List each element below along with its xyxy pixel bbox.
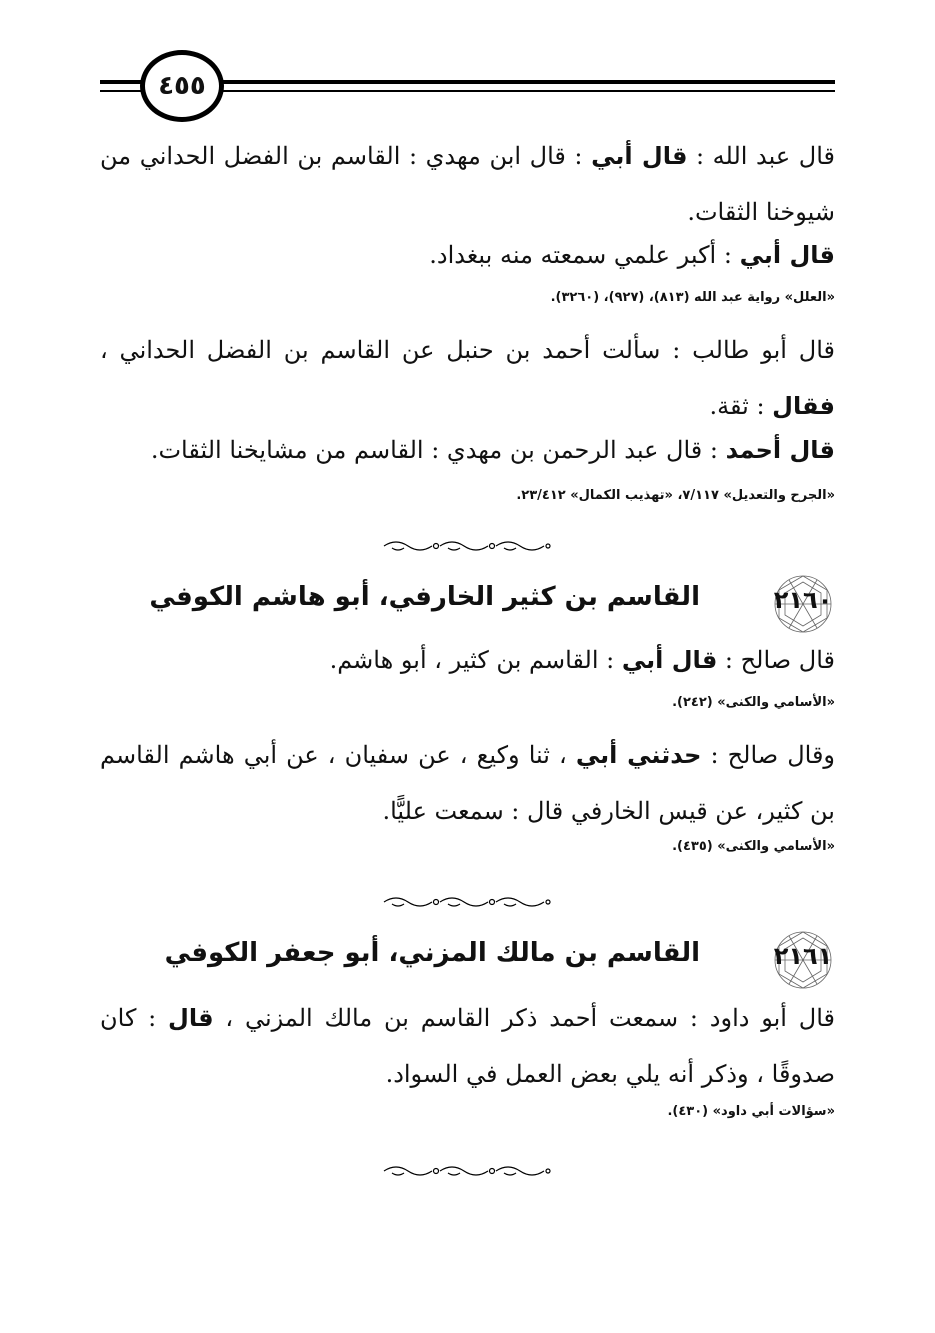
paragraph-1 <box>100 128 835 240</box>
text: : أكبر علمي سمعته منه ببغداد. <box>429 241 740 269</box>
paragraph-4 <box>100 436 835 464</box>
entry-heading <box>100 928 835 992</box>
text: : القاسم بن كثير ، أبو هاشم. <box>329 646 622 674</box>
entry-number: ٢١٦٠ <box>773 586 833 614</box>
text: قال عبد الله : <box>687 142 835 170</box>
text: : قال ابن مهدي : القاسم بن الفضل الحداني من شيوخنا الثقات. <box>100 142 835 226</box>
bold-text: قال أحمد <box>725 436 835 464</box>
text: قال صالح : <box>717 646 835 674</box>
text: : قال عبد الرحمن بن مهدي : القاسم من مشايخنا الثقات. <box>150 436 726 464</box>
bold-text: قال أبي <box>621 646 718 674</box>
ornament-divider <box>367 1163 567 1179</box>
bold-text: قال <box>168 1004 214 1032</box>
ornament-divider <box>367 538 567 554</box>
text: قال أبو داود : سمعت أحمد ذكر القاسم بن مالك المزني ، <box>213 1004 835 1032</box>
entry-number: ٢١٦١ <box>773 942 833 970</box>
reference-line: «الأسامي والكنى» (٤٣٥). <box>672 839 835 854</box>
text: قال أبو طالب : سألت أحمد بن حنبل عن القاسم بن الفضل الحداني ، <box>100 336 835 364</box>
entry-heading <box>100 572 835 636</box>
paragraph-5 <box>100 646 835 674</box>
paragraph-3 <box>100 322 835 434</box>
bold-text: قال أبي <box>591 142 688 170</box>
reference-line: «الجرح والتعديل» ٧/١١٧، «تهذيب الكمال» ٢٣/٤١٢. <box>516 488 835 503</box>
reference-line: «العلل» رواية عبد الله (٨١٣)، (٩٢٧)، (٣٢٦٠). <box>550 290 835 305</box>
page-number: ٤٥٥ <box>140 50 224 122</box>
paragraph-2 <box>100 241 835 269</box>
bold-text: فقال <box>772 392 835 420</box>
bold-text: قال أبي <box>739 241 835 269</box>
paragraph-6 <box>100 727 835 839</box>
reference-line: «سؤالات أبي داود» (٤٣٠). <box>667 1104 835 1119</box>
text: ، ثنا وكيع ، عن سفيان ، عن أبي هاشم القاسم بن كثير، عن قيس الخارفي قال : سمعت عليًّا. <box>100 741 835 825</box>
text: وقال صالح : <box>701 741 836 769</box>
ornament-divider <box>367 894 567 910</box>
paragraph-7 <box>100 990 835 1102</box>
text: : ثقة. <box>709 392 773 420</box>
text: : كان صدوقًا ، وذكر أنه يلي بعض العمل في السواد. <box>100 1004 835 1088</box>
entry-title: القاسم بن مالك المزني، أبو جعفر الكوفي <box>164 938 700 968</box>
reference-line: «الأسامي والكنى» (٢٤٢). <box>672 695 835 710</box>
bold-text: حدثني أبي <box>575 741 702 769</box>
entry-title: القاسم بن كثير الخارفي، أبو هاشم الكوفي <box>149 582 700 612</box>
